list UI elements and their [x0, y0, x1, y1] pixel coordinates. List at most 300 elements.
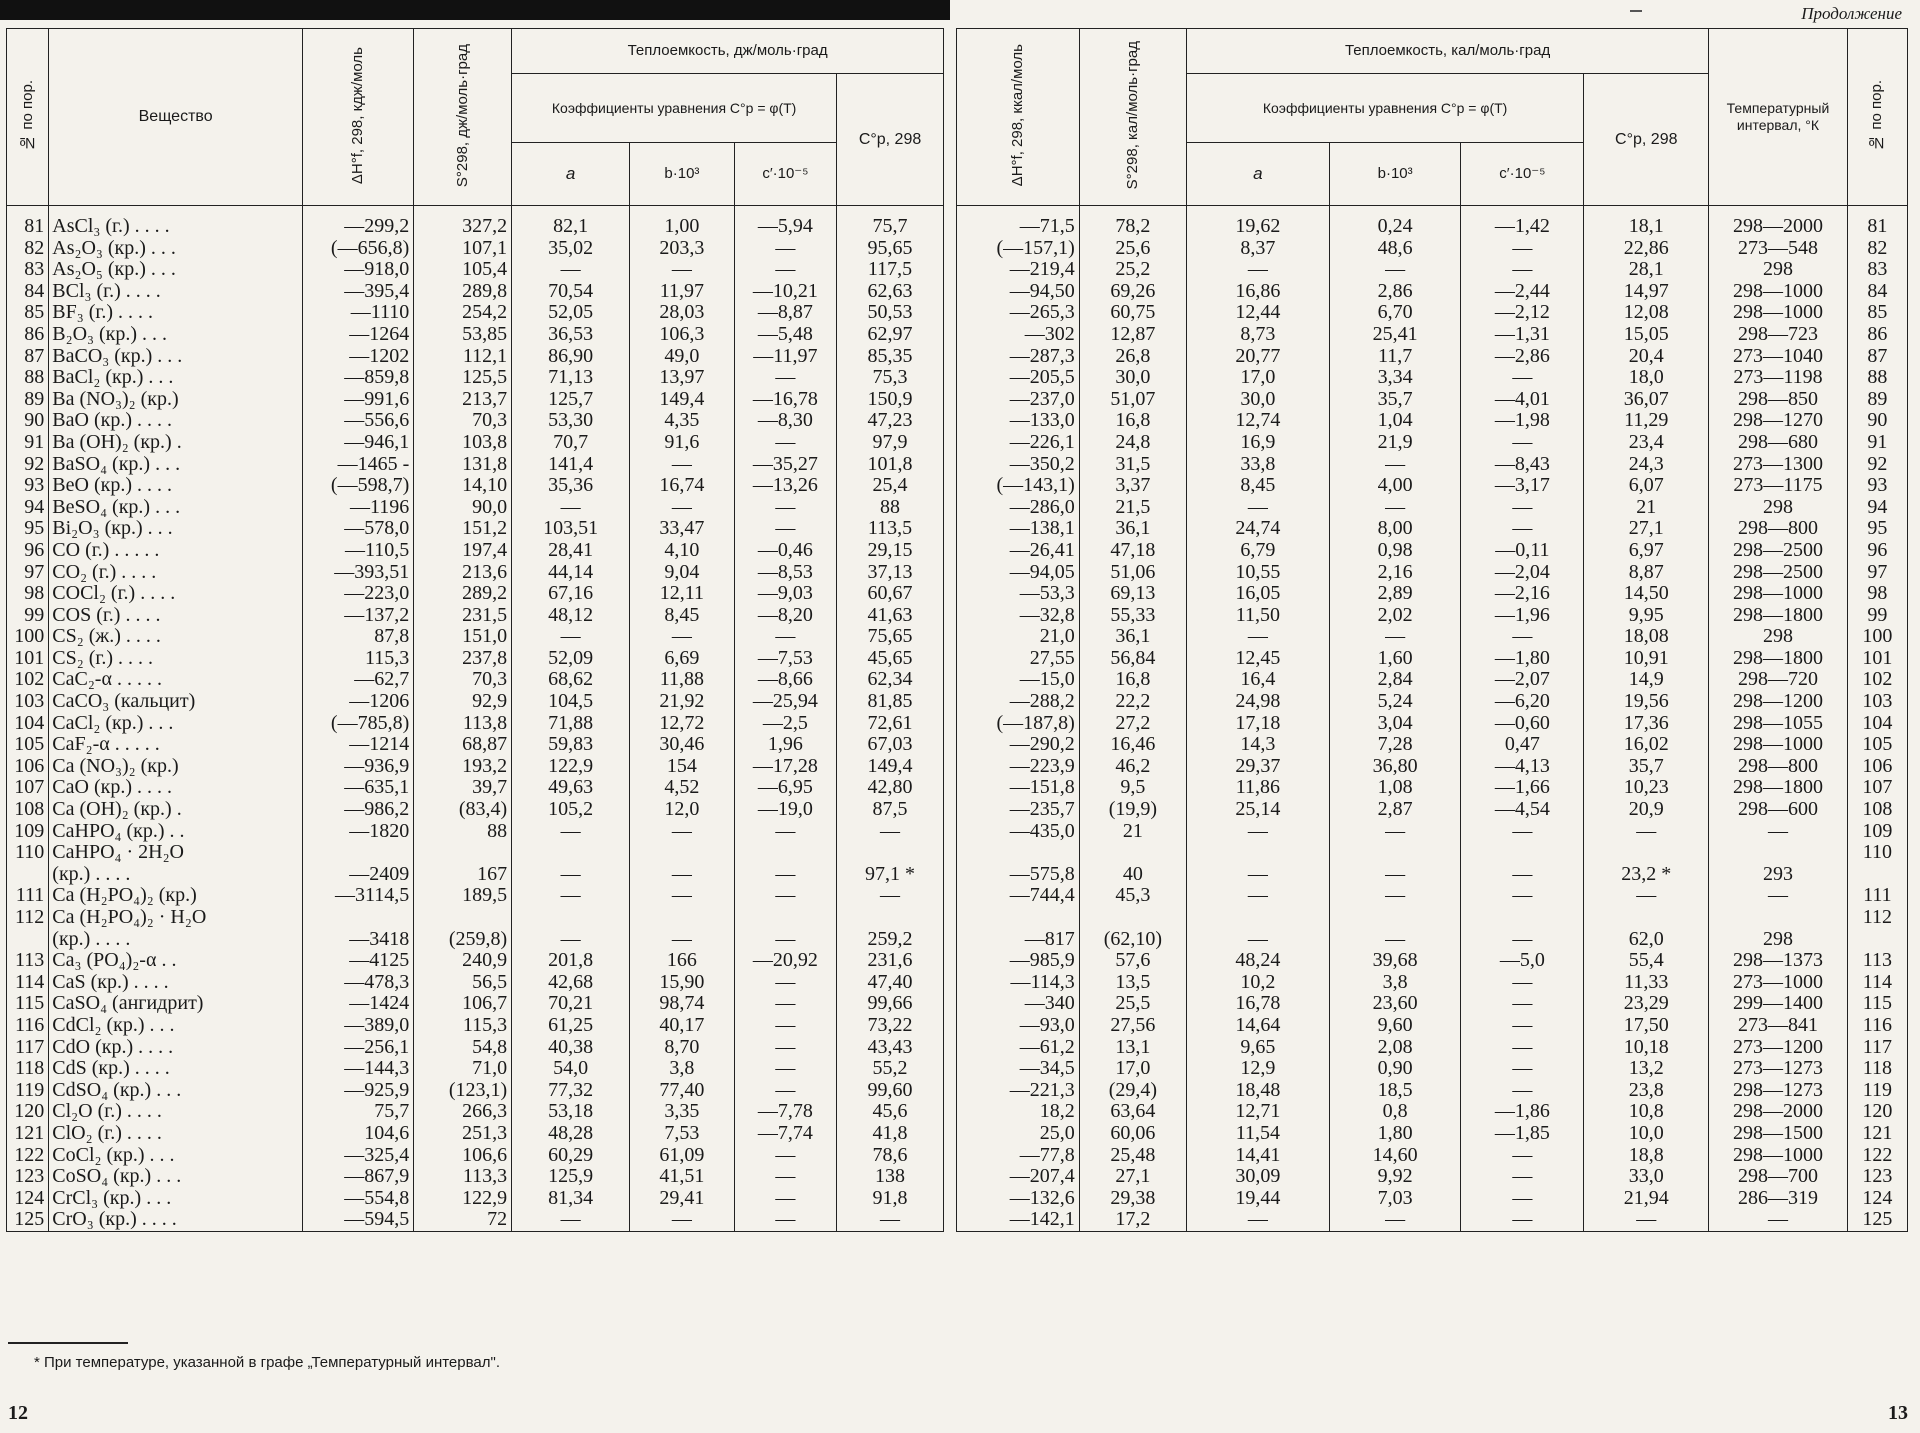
left-cell-n: 97: [7, 562, 49, 584]
left-cell-n: 114: [7, 972, 49, 994]
left-cell-a: 71,88: [512, 713, 630, 735]
left-cell-cp: 37,13: [837, 562, 944, 584]
left-cell-sub: CrCl₃ (кр.) . . .: [49, 1188, 303, 1210]
left-cell-s: 68,87: [414, 734, 512, 756]
header-cp-right: C°p, 298: [1584, 74, 1709, 206]
table-row: [957, 1123, 1908, 1145]
left-cell-c: —8,30: [734, 410, 836, 432]
left-cell-dh: —62,7: [302, 669, 413, 691]
left-cell-sub: BCl₃ (г.) . . . .: [49, 281, 303, 303]
left-cell-a: —: [512, 259, 630, 281]
spacer-cell: [1584, 206, 1709, 217]
right-cell-n: 120: [1847, 1101, 1907, 1123]
left-cell-cp: 138: [837, 1166, 944, 1188]
left-cell-a: 36,53: [512, 324, 630, 346]
left-cell-b: 11,97: [630, 281, 735, 303]
left-cell-c: —: [734, 367, 836, 389]
left-cell-cp: 25,4: [837, 475, 944, 497]
right-cell-c2: —1,31: [1461, 324, 1584, 346]
right-cell-a2: 11,86: [1186, 777, 1329, 799]
right-cell-t: 298: [1709, 497, 1847, 519]
left-cell-c: —: [734, 1058, 836, 1080]
left-cell-c: —: [734, 432, 836, 454]
header-coeff-eq: Коэффициенты уравнения C°p = φ(T): [512, 74, 837, 143]
left-cell-b: 6,69: [630, 648, 735, 670]
right-cell-c2: —4,13: [1461, 756, 1584, 778]
right-cell-dh2: —235,7: [957, 799, 1080, 821]
right-cell-a2: —: [1186, 821, 1329, 843]
left-table-body: [7, 206, 944, 1232]
left-cell-sub: CaHPO₄ · 2H₂O: [49, 842, 303, 864]
left-cell-dh: 87,8: [302, 626, 413, 648]
header-substance: Вещество: [49, 29, 303, 206]
right-cell-a2: 14,41: [1186, 1145, 1329, 1167]
left-cell-n: 107: [7, 777, 49, 799]
right-cell-a2: [1186, 842, 1329, 864]
left-cell-b: 7,53: [630, 1123, 735, 1145]
left-cell-dh: —1424: [302, 993, 413, 1015]
left-cell-n: 117: [7, 1037, 49, 1059]
right-cell-b2: 18,5: [1329, 1080, 1461, 1102]
left-cell-sub: Ca (OH)₂ (кр.) .: [49, 799, 303, 821]
left-cell-sub: CoCl₂ (кр.) . . .: [49, 1145, 303, 1167]
table-row: [957, 216, 1908, 238]
right-cell-cp2: 24,3: [1584, 454, 1709, 476]
left-cell-s: 107,1: [414, 238, 512, 260]
right-cell-s2: 17,0: [1079, 1058, 1186, 1080]
left-cell-a: 35,36: [512, 475, 630, 497]
left-cell-dh: —4125: [302, 950, 413, 972]
left-cell-b: 91,6: [630, 432, 735, 454]
right-cell-t: 298—1000: [1709, 1145, 1847, 1167]
left-cell-b: —: [630, 885, 735, 907]
left-cell-a: 122,9: [512, 756, 630, 778]
left-cell-s: 266,3: [414, 1101, 512, 1123]
right-cell-n: 83: [1847, 259, 1907, 281]
right-cell-cp2: 21: [1584, 497, 1709, 519]
table-row: [957, 1166, 1908, 1188]
left-cell-n: 124: [7, 1188, 49, 1210]
left-cell-a: 201,8: [512, 950, 630, 972]
left-cell-b: 21,92: [630, 691, 735, 713]
right-cell-b2: —: [1329, 626, 1461, 648]
right-cell-a2: 30,0: [1186, 389, 1329, 411]
right-cell-b2: 9,60: [1329, 1015, 1461, 1037]
left-cell-s: 112,1: [414, 346, 512, 368]
right-cell-b2: —: [1329, 497, 1461, 519]
header-heat-capacity-j: Теплоемкость, дж/моль·град: [512, 29, 944, 74]
left-cell-s: 90,0: [414, 497, 512, 519]
right-cell-a2: —: [1186, 1209, 1329, 1231]
left-cell-cp: 117,5: [837, 259, 944, 281]
spacer-cell: [1847, 206, 1907, 217]
right-cell-s2: 36,1: [1079, 626, 1186, 648]
table-row: [7, 583, 944, 605]
right-cell-dh2: —265,3: [957, 302, 1080, 324]
right-cell-b2: 2,08: [1329, 1037, 1461, 1059]
right-cell-b2: 35,7: [1329, 389, 1461, 411]
left-cell-n: 118: [7, 1058, 49, 1080]
left-cell-cp: 47,40: [837, 972, 944, 994]
left-cell-dh: —1264: [302, 324, 413, 346]
right-cell-b2: —: [1329, 885, 1461, 907]
spacer-cell: [1709, 206, 1847, 217]
right-cell-cp2: 12,08: [1584, 302, 1709, 324]
left-cell-sub: (кр.) . . . .: [49, 864, 303, 886]
table-row: [957, 1209, 1908, 1231]
right-cell-cp2: 8,87: [1584, 562, 1709, 584]
right-cell-t: —: [1709, 885, 1847, 907]
right-cell-c2: —2,86: [1461, 346, 1584, 368]
right-cell-s2: 40: [1079, 864, 1186, 886]
left-cell-a: 53,18: [512, 1101, 630, 1123]
left-cell-dh: —389,0: [302, 1015, 413, 1037]
header-dh-kcal: ΔH°f, 298, ккал/моль: [957, 29, 1080, 206]
right-cell-t: 298—800: [1709, 756, 1847, 778]
left-cell-s: 289,8: [414, 281, 512, 303]
left-cell-cp: 42,80: [837, 777, 944, 799]
right-cell-a2: 8,37: [1186, 238, 1329, 260]
right-cell-cp2: 13,2: [1584, 1058, 1709, 1080]
left-cell-c: —19,0: [734, 799, 836, 821]
right-cell-t: [1709, 842, 1847, 864]
left-cell-b: —: [630, 864, 735, 886]
right-cell-t: 298—723: [1709, 324, 1847, 346]
right-cell-s2: 25,48: [1079, 1145, 1186, 1167]
left-cell-cp: [837, 842, 944, 864]
right-cell-dh2: —817: [957, 929, 1080, 951]
right-cell-c2: —: [1461, 1188, 1584, 1210]
table-row: [957, 691, 1908, 713]
right-cell-dh2: —151,8: [957, 777, 1080, 799]
table-row: [957, 1145, 1908, 1167]
table-row: [957, 540, 1908, 562]
spacer-cell: [7, 206, 49, 217]
right-cell-t: 273—1300: [1709, 454, 1847, 476]
left-cell-c: —: [734, 885, 836, 907]
left-cell-sub: BaCO₃ (кр.) . . .: [49, 346, 303, 368]
left-cell-c: —: [734, 238, 836, 260]
right-cell-cp2: 10,8: [1584, 1101, 1709, 1123]
right-cell-c2: —: [1461, 259, 1584, 281]
left-cell-a: [512, 907, 630, 929]
table-row: [957, 410, 1908, 432]
left-cell-s: 251,3: [414, 1123, 512, 1145]
table-row: [7, 1188, 944, 1210]
right-cell-cp2: 10,23: [1584, 777, 1709, 799]
spacer-row: [957, 206, 1908, 217]
left-cell-a: 53,30: [512, 410, 630, 432]
table-row: [957, 864, 1908, 886]
right-cell-b2: 3,8: [1329, 972, 1461, 994]
table-row: [7, 1015, 944, 1037]
left-cell-c: —8,87: [734, 302, 836, 324]
left-cell-sub: AsCl₃ (г.) . . . .: [49, 216, 303, 238]
right-cell-n: 81: [1847, 216, 1907, 238]
right-cell-c2: —0,11: [1461, 540, 1584, 562]
left-cell-cp: 81,85: [837, 691, 944, 713]
right-cell-b2: 8,00: [1329, 518, 1461, 540]
right-cell-dh2: 21,0: [957, 626, 1080, 648]
left-cell-cp: 41,63: [837, 605, 944, 627]
left-cell-s: 106,7: [414, 993, 512, 1015]
right-cell-a2: [1186, 907, 1329, 929]
right-cell-s2: 24,8: [1079, 432, 1186, 454]
right-cell-t: 298—2000: [1709, 216, 1847, 238]
right-cell-b2: 21,9: [1329, 432, 1461, 454]
right-cell-t: 298—1200: [1709, 691, 1847, 713]
left-cell-s: 70,3: [414, 669, 512, 691]
right-cell-cp2: 6,97: [1584, 540, 1709, 562]
right-cell-s2: 27,1: [1079, 1166, 1186, 1188]
table-row: [957, 454, 1908, 476]
left-cell-cp: 75,7: [837, 216, 944, 238]
right-cell-b2: —: [1329, 1209, 1461, 1231]
left-cell-b: 77,40: [630, 1080, 735, 1102]
table-row: [7, 454, 944, 476]
right-cell-a2: 30,09: [1186, 1166, 1329, 1188]
right-cell-dh2: —77,8: [957, 1145, 1080, 1167]
right-cell-cp2: 6,07: [1584, 475, 1709, 497]
left-cell-a: —: [512, 626, 630, 648]
left-cell-b: 9,04: [630, 562, 735, 584]
left-cell-b: [630, 842, 735, 864]
left-cell-a: 42,68: [512, 972, 630, 994]
right-cell-a2: 16,4: [1186, 669, 1329, 691]
right-cell-b2: —: [1329, 821, 1461, 843]
right-cell-n: 116: [1847, 1015, 1907, 1037]
right-cell-c2: —: [1461, 626, 1584, 648]
right-cell-dh2: (—157,1): [957, 238, 1080, 260]
right-cell-a2: 14,3: [1186, 734, 1329, 756]
left-cell-c: —: [734, 1188, 836, 1210]
right-cell-cp2: 20,4: [1584, 346, 1709, 368]
left-cell-b: 149,4: [630, 389, 735, 411]
right-cell-s2: 27,56: [1079, 1015, 1186, 1037]
left-cell-a: 70,7: [512, 432, 630, 454]
header-a-right: a: [1186, 143, 1329, 206]
right-cell-cp2: 14,9: [1584, 669, 1709, 691]
right-cell-a2: 12,44: [1186, 302, 1329, 324]
right-cell-cp2: 16,02: [1584, 734, 1709, 756]
table-row: [957, 821, 1908, 843]
left-cell-dh: —3114,5: [302, 885, 413, 907]
right-cell-t: 298—800: [1709, 518, 1847, 540]
right-cell-dh2: —132,6: [957, 1188, 1080, 1210]
table-row: [7, 713, 944, 735]
table-row: [7, 1123, 944, 1145]
right-cell-s2: 69,26: [1079, 281, 1186, 303]
table-row: [957, 1101, 1908, 1123]
right-cell-cp2: 17,36: [1584, 713, 1709, 735]
table-row: [957, 1058, 1908, 1080]
right-cell-n: 107: [1847, 777, 1907, 799]
left-cell-n: 90: [7, 410, 49, 432]
left-cell-a: 125,9: [512, 1166, 630, 1188]
spacer-cell: [49, 206, 303, 217]
table-row: [957, 756, 1908, 778]
table-row: [957, 669, 1908, 691]
right-cell-t: 298—1055: [1709, 713, 1847, 735]
right-cell-t: 298—2500: [1709, 562, 1847, 584]
top-dash-mark: [1630, 10, 1642, 12]
left-cell-sub: CdCl₂ (кр.) . . .: [49, 1015, 303, 1037]
table-row: [7, 497, 944, 519]
right-cell-a2: 6,79: [1186, 540, 1329, 562]
left-cell-n: 103: [7, 691, 49, 713]
left-cell-sub: BeSO₄ (кр.) . . .: [49, 497, 303, 519]
spacer-cell: [837, 206, 944, 217]
right-cell-dh2: (—187,8): [957, 713, 1080, 735]
table-row: [957, 993, 1908, 1015]
right-cell-c2: —6,20: [1461, 691, 1584, 713]
right-cell-n: 125: [1847, 1209, 1907, 1231]
spacer-cell: [1329, 206, 1461, 217]
left-cell-sub: As₂O₅ (кр.) . . .: [49, 259, 303, 281]
left-cell-n: 119: [7, 1080, 49, 1102]
left-cell-b: —: [630, 259, 735, 281]
table-row: [7, 1166, 944, 1188]
right-cell-a2: 33,8: [1186, 454, 1329, 476]
right-cell-cp2: 10,0: [1584, 1123, 1709, 1145]
table-row: [7, 540, 944, 562]
left-cell-cp: 45,6: [837, 1101, 944, 1123]
right-cell-a2: 11,54: [1186, 1123, 1329, 1145]
table-row: [7, 691, 944, 713]
left-cell-cp: 149,4: [837, 756, 944, 778]
left-cell-s: 56,5: [414, 972, 512, 994]
right-cell-dh2: —288,2: [957, 691, 1080, 713]
right-cell-b2: 2,02: [1329, 605, 1461, 627]
right-cell-a2: 16,86: [1186, 281, 1329, 303]
right-cell-c2: —2,44: [1461, 281, 1584, 303]
left-cell-sub: Ba (OH)₂ (кр.) .: [49, 432, 303, 454]
right-cell-b2: 2,16: [1329, 562, 1461, 584]
left-cell-b: —: [630, 454, 735, 476]
right-cell-cp2: 36,07: [1584, 389, 1709, 411]
right-cell-cp2: 33,0: [1584, 1166, 1709, 1188]
left-cell-sub: Cl₂O (г.) . . . .: [49, 1101, 303, 1123]
table-row: [7, 777, 944, 799]
right-cell-t: 298—1000: [1709, 281, 1847, 303]
left-cell-cp: 62,63: [837, 281, 944, 303]
left-cell-s: 167: [414, 864, 512, 886]
right-cell-cp2: [1584, 907, 1709, 929]
right-cell-a2: 48,24: [1186, 950, 1329, 972]
left-cell-b: 106,3: [630, 324, 735, 346]
left-cell-c: —: [734, 497, 836, 519]
right-cell-t: 273—548: [1709, 238, 1847, 260]
left-cell-s: 14,10: [414, 475, 512, 497]
right-cell-b2: 48,6: [1329, 238, 1461, 260]
left-cell-s: 213,6: [414, 562, 512, 584]
left-cell-s: 70,3: [414, 410, 512, 432]
right-cell-dh2: —207,4: [957, 1166, 1080, 1188]
left-cell-a: 49,63: [512, 777, 630, 799]
left-cell-a: 82,1: [512, 216, 630, 238]
left-cell-s: 88: [414, 821, 512, 843]
right-cell-t: 298—680: [1709, 432, 1847, 454]
table-row: [957, 1037, 1908, 1059]
left-cell-n: [7, 864, 49, 886]
right-cell-cp2: 18,0: [1584, 367, 1709, 389]
right-cell-c2: —2,12: [1461, 302, 1584, 324]
table-row: [957, 929, 1908, 951]
spacer-cell: [1186, 206, 1329, 217]
left-cell-n: 100: [7, 626, 49, 648]
left-cell-b: 61,09: [630, 1145, 735, 1167]
left-cell-n: 82: [7, 238, 49, 260]
left-cell-cp: 45,65: [837, 648, 944, 670]
right-cell-n: [1847, 864, 1907, 886]
left-cell-c: —: [734, 972, 836, 994]
table-row: [7, 756, 944, 778]
left-cell-dh: (—656,8): [302, 238, 413, 260]
right-cell-t: 298—1273: [1709, 1080, 1847, 1102]
left-cell-cp: 75,3: [837, 367, 944, 389]
right-cell-c2: —: [1461, 821, 1584, 843]
header-s-cal: S°298, кал/моль·град: [1079, 29, 1186, 206]
left-cell-c: —25,94: [734, 691, 836, 713]
right-cell-dh2: —290,2: [957, 734, 1080, 756]
right-cell-cp2: 55,4: [1584, 950, 1709, 972]
right-cell-t: 298—1270: [1709, 410, 1847, 432]
right-cell-c2: —1,98: [1461, 410, 1584, 432]
right-cell-s2: 63,64: [1079, 1101, 1186, 1123]
left-cell-cp: —: [837, 821, 944, 843]
left-cell-dh: —859,8: [302, 367, 413, 389]
right-cell-t: 298—720: [1709, 669, 1847, 691]
left-cell-sub: COS (г.) . . . .: [49, 605, 303, 627]
right-cell-s2: 47,18: [1079, 540, 1186, 562]
left-cell-b: 12,11: [630, 583, 735, 605]
left-cell-c: —2,5: [734, 713, 836, 735]
right-cell-s2: 29,38: [1079, 1188, 1186, 1210]
right-cell-c2: —4,01: [1461, 389, 1584, 411]
right-cell-dh2: 18,2: [957, 1101, 1080, 1123]
left-cell-cp: 97,1 *: [837, 864, 944, 886]
left-cell-s: 113,3: [414, 1166, 512, 1188]
table-row: [7, 367, 944, 389]
left-cell-sub: CS₂ (ж.) . . . .: [49, 626, 303, 648]
right-cell-a2: —: [1186, 497, 1329, 519]
left-cell-n: 122: [7, 1145, 49, 1167]
right-cell-c2: —: [1461, 1058, 1584, 1080]
left-cell-cp: 62,97: [837, 324, 944, 346]
right-cell-t: 298—700: [1709, 1166, 1847, 1188]
right-cell-cp2: 20,9: [1584, 799, 1709, 821]
right-cell-c2: —1,96: [1461, 605, 1584, 627]
right-cell-t: 298—1373: [1709, 950, 1847, 972]
right-cell-cp2: 18,1: [1584, 216, 1709, 238]
right-cell-a2: 10,55: [1186, 562, 1329, 584]
right-cell-s2: 56,84: [1079, 648, 1186, 670]
spacer-row: [7, 206, 944, 217]
left-cell-sub: BaCl₂ (кр.) . . .: [49, 367, 303, 389]
left-cell-a: 125,7: [512, 389, 630, 411]
right-cell-n: 98: [1847, 583, 1907, 605]
left-cell-s: (123,1): [414, 1080, 512, 1102]
right-cell-t: 273—1273: [1709, 1058, 1847, 1080]
table-row: [7, 302, 944, 324]
right-cell-a2: 11,50: [1186, 605, 1329, 627]
table-row: [957, 1015, 1908, 1037]
right-cell-cp2: 23,29: [1584, 993, 1709, 1015]
right-cell-dh2: —350,2: [957, 454, 1080, 476]
left-cell-s: 197,4: [414, 540, 512, 562]
right-cell-s2: (62,10): [1079, 929, 1186, 951]
left-cell-a: —: [512, 497, 630, 519]
